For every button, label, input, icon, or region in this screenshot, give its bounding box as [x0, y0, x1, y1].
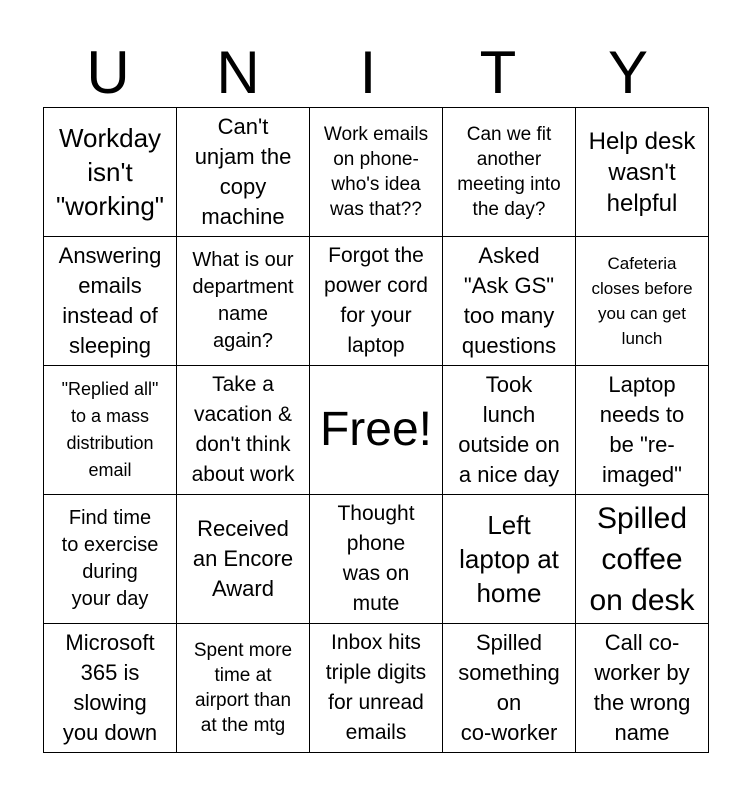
- bingo-cell: Laptop needs to be "re- imaged": [576, 366, 709, 495]
- bingo-cell: Asked "Ask GS" too many questions: [443, 237, 576, 366]
- bingo-cell: Answering emails instead of sleeping: [44, 237, 177, 366]
- bingo-header: [43, 38, 693, 108]
- bingo-cell: What is our department name again?: [177, 237, 310, 366]
- bingo-cell: Inbox hits triple digits for unread emails: [310, 624, 443, 753]
- board-row: [44, 108, 709, 237]
- bingo-cell: Forgot the power cord for your laptop: [310, 237, 443, 366]
- bingo-cell: Can we fit another meeting into the day?: [443, 108, 576, 237]
- bingo-cell: Thought phone was on mute: [310, 495, 443, 624]
- board-row: [44, 366, 709, 495]
- header-letter-t: T: [479, 39, 517, 106]
- bingo-cell: Can't unjam the copy machine: [177, 108, 310, 237]
- bingo-cell: Spent more time at airport than at the mtg: [177, 624, 310, 753]
- header-letter-u: U: [86, 39, 130, 106]
- free-space: Free!: [319, 403, 433, 456]
- bingo-cell: Call co- worker by the wrong name: [576, 624, 709, 753]
- bingo-cell: Spilled something on co-worker: [443, 624, 576, 753]
- bingo-cell: Work emails on phone- who's idea was that??: [310, 108, 443, 237]
- bingo-cell: Find time to exercise during your day: [44, 495, 177, 624]
- bingo-cell: Left laptop at home: [443, 495, 576, 624]
- board-row: [44, 237, 709, 366]
- bingo-cell: Cafeteria closes before you can get lunch: [576, 237, 709, 366]
- free-space-cell: [310, 366, 443, 495]
- bingo-cell: Spilled coffee on desk: [576, 495, 709, 624]
- board-row: [44, 624, 709, 753]
- bingo-cell: Take a vacation & don't think about work: [177, 366, 310, 495]
- bingo-cell: Microsoft 365 is slowing you down: [44, 624, 177, 753]
- bingo-cell: Received an Encore Award: [177, 495, 310, 624]
- bingo-cell: Help desk wasn't helpful: [576, 108, 709, 237]
- header-letter-i: I: [359, 39, 377, 106]
- bingo-cell: Took lunch outside on a nice day: [443, 366, 576, 495]
- board-row: [44, 495, 709, 624]
- bingo-board: [43, 107, 709, 753]
- header-letter-y: Y: [607, 39, 649, 106]
- bingo-cell: Workday isn't "working": [44, 108, 177, 237]
- bingo-cell: "Replied all" to a mass distribution email: [44, 366, 177, 495]
- header-letter-n: N: [216, 39, 260, 106]
